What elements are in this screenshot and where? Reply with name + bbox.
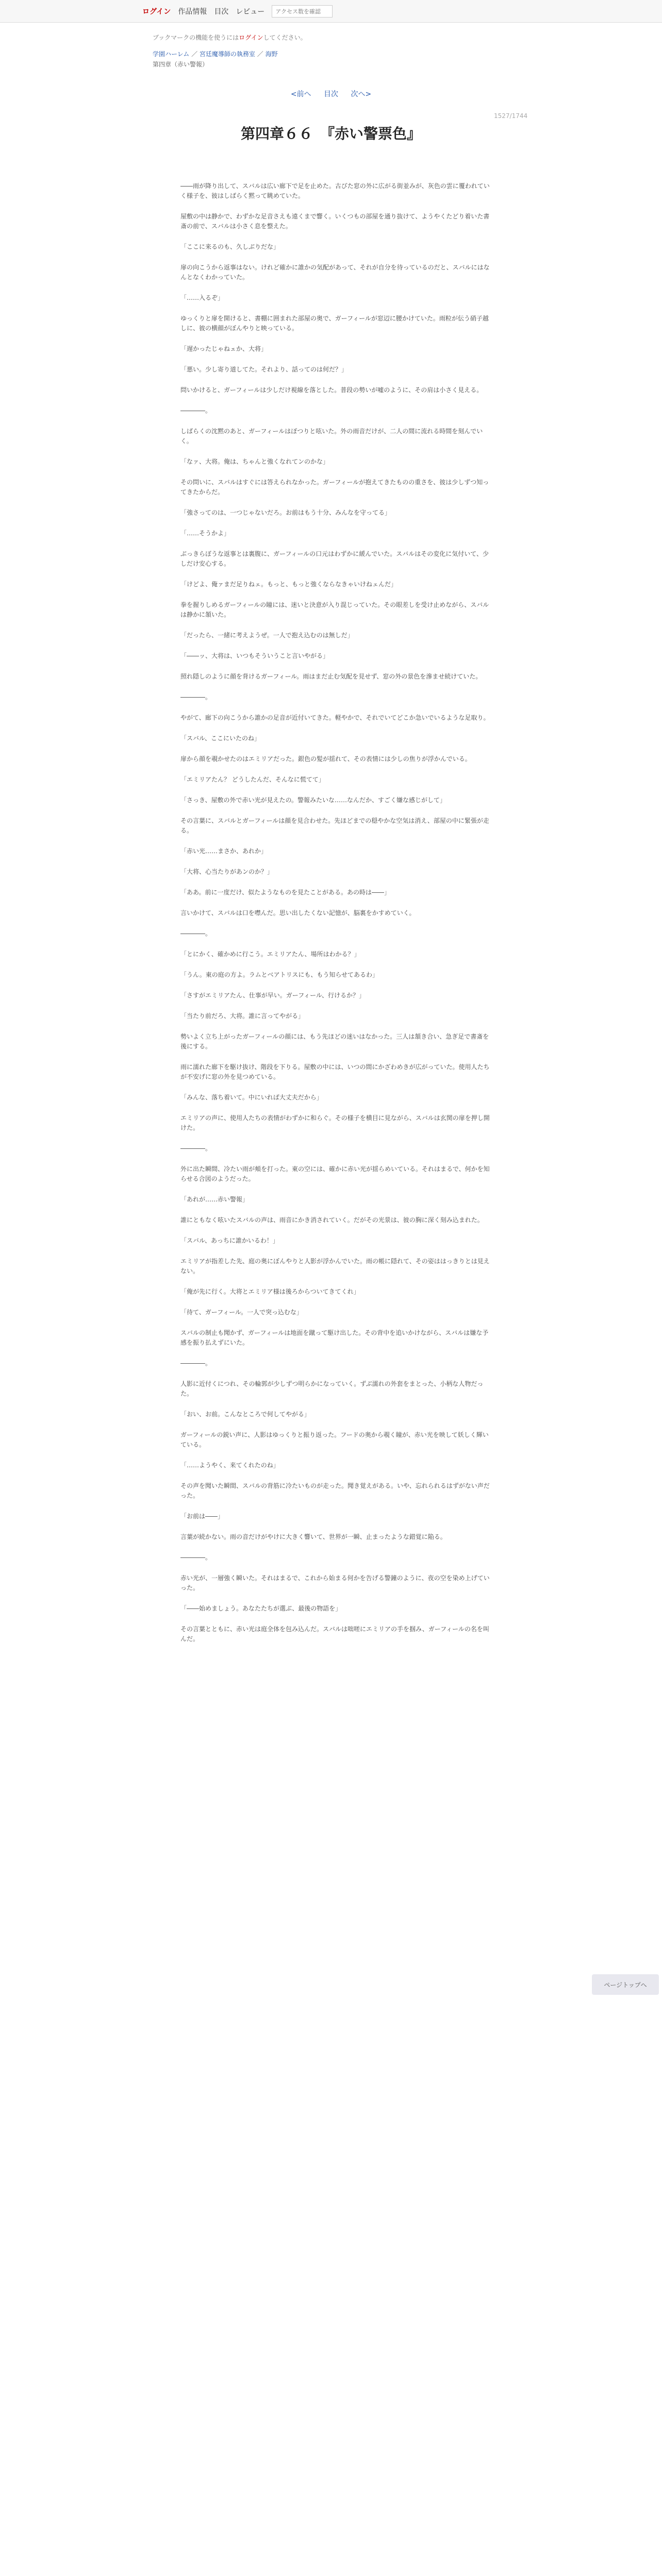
body-paragraph: 「けどよ、俺ァまだ足りねェ。もっと、もっと強くならなきゃいけねェんだ」 (180, 581, 398, 588)
body-paragraph: 「あれが……赤い警報」 (180, 1196, 249, 1203)
body-paragraph: 「遅かったじゃねェか、大将」 (180, 345, 268, 352)
author-link[interactable]: 海野 (265, 50, 278, 58)
body-paragraph: 雨に濡れた廊下を駆け抜け、階段を下りる。屋敷の中には、いつの間にかざわめきが広がっていた。使用人たちが不安げに窓の外を見つめている。 (180, 1063, 490, 1080)
body-paragraph: 「おい、お前。こんなところで何してやがる」 (180, 1411, 310, 1418)
body-paragraph: スバルの制止も聞かず、ガーフィールは地面を蹴って駆け出した。その背中を追いかけながら、スバルは嫌な予感を振り払えずにいた。 (180, 1329, 489, 1346)
body-paragraph: ――――。 (180, 1145, 212, 1152)
bookmark-notice (153, 33, 514, 42)
body-paragraph: エミリアが指差した先、庭の奥にぼんやりと人影が浮かんでいた。雨の帳に隠れて、その姿ははっきりとは見えない。 (180, 1258, 490, 1275)
body-paragraph: 「ああ。前に一度だけ、似たようなものを見たことがある。あの時は――」 (180, 889, 391, 896)
top-navigation-bar (0, 0, 662, 23)
body-paragraph: 「とにかく、確かめに行こう。エミリアたん、場所はわかる？」 (180, 951, 360, 958)
body-paragraph: 照れ隠しのように顔を背けるガーフィール。雨はまだ止む気配を見せず、窓の外の景色を滲ませ続けていた。 (180, 673, 482, 680)
body-paragraph: 「なァ、大将。俺は、ちゃんと強くなれてンのかな」 (180, 458, 329, 465)
body-paragraph: その言葉とともに、赤い光は庭全体を包み込んだ。スバルは咄嗟にエミリアの手を掴み、ガーフィールの名を叫んだ。 (180, 1625, 489, 1642)
toc-link[interactable]: 目次 (324, 90, 338, 98)
body-paragraph: 問いかけると、ガーフィールは少しだけ視線を落とした。普段の勢いが嘘のように、その肩は小さく見える。 (180, 386, 483, 394)
body-paragraph: 「――始めましょう。あなたたちが選ぶ、最後の物語を」 (180, 1605, 342, 1612)
body-paragraph: 拳を握りしめるガーフィールの瞳には、迷いと決意が入り混じっていた。その眼差しを受け止めながら、スバルは静かに頷いた。 (180, 601, 489, 618)
series-link[interactable]: 学園ハーレム (153, 50, 190, 58)
body-paragraph: 「エミリアたん？ どうしたんだ、そんなに慌てて」 (180, 776, 325, 783)
body-paragraph: 赤い光が、一層強く瞬いた。それはまるで、これから始まる何かを告げる警鐘のように、夜の空を染め上げていった。 (180, 1574, 490, 1591)
body-paragraph: しばらくの沈黙のあと、ガーフィールはぽつりと呟いた。外の雨音だけが、二人の間に流れる時間を刻んでいく。 (180, 428, 483, 445)
login-label: ログイン (142, 8, 171, 16)
body-paragraph: 外に出た瞬間、冷たい雨が頬を打った。東の空には、確かに赤い光が揺らめいている。それはまるで、何かを知らせる合図のようだった。 (180, 1165, 490, 1182)
access-count-input[interactable] (272, 5, 333, 18)
top-navigation (142, 4, 333, 19)
body-paragraph: 「ここに来るのも、久しぶりだな」 (180, 243, 280, 250)
body-paragraph: エミリアの声に、使用人たちの表情がわずかに和らぐ。その様子を横目に見ながら、スバルは玄関の扉を押し開けた。 (180, 1114, 490, 1131)
body-paragraph: ぶっきらぼうな返事とは裏腹に、ガーフィールの口元はわずかに緩んでいた。スバルはその変化に気付いて、少しだけ安心する。 (180, 550, 489, 567)
body-paragraph: 「俺が先に行く。大将とエミリア様は後ろからついてきてくれ」 (180, 1288, 360, 1295)
body-paragraph: その問いに、スバルはすぐには答えられなかった。ガーフィールが抱えてきたものの重さを、彼は少しずつ知ってきたからだ。 (180, 479, 489, 496)
body-paragraph: ――――。 (180, 1554, 212, 1561)
body-paragraph: 「……入るぞ」 (180, 294, 224, 301)
work-header (153, 33, 514, 69)
body-paragraph: 言葉が続かない。雨の音だけがやけに大きく響いて、世界が一瞬、止まったような錯覚に陥る。 (180, 1533, 446, 1540)
body-paragraph: 屋敷の中は静かで、わずかな足音さえも遠くまで響く。いくつもの部屋を通り抜けて、ようやくたどり着いた書斎の前で、スバルは小さく息を整えた。 (180, 213, 490, 230)
body-paragraph: ――――。 (180, 930, 212, 937)
chapter-meta: 第四章（赤い警報） (153, 61, 209, 68)
body-paragraph: 「……そうかよ」 (180, 530, 230, 537)
body-paragraph: ゆっくりと扉を開けると、書棚に囲まれた部屋の奥で、ガーフィールが窓辺に腰かけていた。雨粒が伝う硝子越しに、彼の横顔がぼんやりと映っている。 (180, 315, 489, 332)
body-paragraph: 「みんな、落ち着いて。中にいれば大丈夫だから」 (180, 1094, 323, 1101)
body-paragraph: 「スバル、ここにいたのね」 (180, 735, 261, 742)
body-paragraph: 「……ようやく、来てくれたのね」 (180, 1462, 279, 1469)
body-paragraph: やがて、廊下の向こうから誰かの足音が近付いてきた。軽やかで、それでいてどこか急いでいるような足取り。 (180, 714, 490, 721)
body-paragraph: ――雨が降り出して、スバルは広い廊下で足を止めた。古びた窓の外に広がる街並みが、灰色の雲に覆われていく様子を、彼はしばらく黙って眺めていた。 (180, 182, 490, 199)
page-top-button[interactable]: ページトップへ (592, 1974, 659, 1995)
chapter-body (180, 181, 490, 2576)
body-paragraph: ――――。 (180, 693, 212, 701)
notice-tail: してください。 (263, 34, 307, 41)
body-paragraph: 「――ッ、大将は、いつもそういうこと言いやがる」 (180, 652, 329, 659)
prev-chapter-link[interactable]: <前へ (290, 90, 311, 98)
body-paragraph: 「待て、ガーフィール。一人で突っ込むな」 (180, 1309, 303, 1316)
body-paragraph: 「大将、心当たりがあンのか？」 (180, 868, 274, 875)
login-link[interactable] (142, 6, 171, 16)
body-paragraph: 誰にともなく呟いたスバルの声は、雨音にかき消されていく。だがその光景は、彼の胸に深く刻み込まれた。 (180, 1216, 484, 1224)
nav-work-info[interactable]: 作品情報 (178, 8, 207, 16)
body-paragraph: ガーフィールの鋭い声に、人影はゆっくりと振り返った。フードの奥から覗く瞳が、赤い光を映して妖しく輝いている。 (180, 1431, 489, 1448)
body-paragraph: 「さっき、屋敷の外で赤い光が見えたの。警報みたいな……なんだか、すごく嫌な感じがして」 (180, 796, 446, 804)
body-paragraph: 「だったら、一緒に考えようぜ。一人で抱え込むのは無しだ」 (180, 632, 354, 639)
episode-counter: 1527/1744 (494, 112, 528, 120)
body-paragraph: 「お前は――」 (180, 1513, 224, 1520)
body-paragraph: その声を聞いた瞬間、スバルの背筋に冷たいものが走った。聞き覚えがある。いや、忘れられるはずがない声だった。 (180, 1482, 490, 1499)
body-paragraph: 言いかけて、スバルは口を噤んだ。思い出したくない記憶が、脳裏をかすめていく。 (180, 909, 416, 917)
body-paragraph: 「スバル、あっちに誰かいるわ！」 (180, 1237, 279, 1244)
notice-text: ブックマークの機能を使うには (153, 34, 239, 41)
notice-login-link[interactable]: ログイン (239, 34, 263, 41)
body-paragraph: 「赤い光……まさか、あれか」 (180, 848, 268, 855)
work-meta: 学園ハーレム ／ 宮廷魔導師の執務室 ／ 海野 (153, 50, 278, 58)
next-chapter-link[interactable]: 次へ> (351, 90, 372, 98)
body-paragraph: ――――。 (180, 407, 212, 414)
body-paragraph: 「うん。東の庭の方よ。ラムとベアトリスにも、もう知らせてあるわ」 (180, 971, 379, 978)
nav-table-of-contents[interactable]: 目次 (214, 8, 229, 16)
body-paragraph: 「悪い。少し寄り道してた。それより、話ってのは何だ？」 (180, 366, 348, 373)
body-paragraph: ――――。 (180, 1360, 212, 1367)
body-paragraph: 「当たり前だろ、大将。誰に言ってやがる」 (180, 1012, 305, 1020)
chapter-title: 第四章６６ 『赤い警票色』 (240, 125, 421, 142)
body-paragraph: 勢いよく立ち上がったガーフィールの顔には、もう先ほどの迷いはなかった。三人は頷き合い、急ぎ足で書斎を後にする。 (180, 1033, 489, 1050)
chapter-pager (0, 89, 662, 99)
body-paragraph: 人影に近付くにつれ、その輪郭が少しずつ明らかになっていく。ずぶ濡れの外套をまとった、小柄な人物だった。 (180, 1380, 484, 1397)
body-paragraph: 扉から顔を覗かせたのはエミリアだった。銀色の髪が揺れて、その表情には少しの焦りが浮かんでいる。 (180, 755, 471, 762)
work-title-link[interactable]: 宮廷魔導師の執務室 (199, 50, 255, 58)
body-paragraph: その言葉に、スバルとガーフィールは顔を見合わせた。先ほどまでの穏やかな空気は消え、部屋の中に緊張が走る。 (180, 817, 489, 834)
body-paragraph: 扉の向こうから返事はない。けれど確かに誰かの気配があって、それが自分を待っているのだと、スバルにはなんとなくわかっていた。 (180, 264, 490, 281)
body-paragraph: 「さすがエミリアたん、仕事が早い。ガーフィール、行けるか？」 (180, 992, 365, 999)
body-paragraph: 「強さってのは、一つじゃないだろ。お前はもう十分、みんなを守ってる」 (180, 509, 391, 516)
nav-reviews[interactable]: レビュー (236, 8, 265, 16)
